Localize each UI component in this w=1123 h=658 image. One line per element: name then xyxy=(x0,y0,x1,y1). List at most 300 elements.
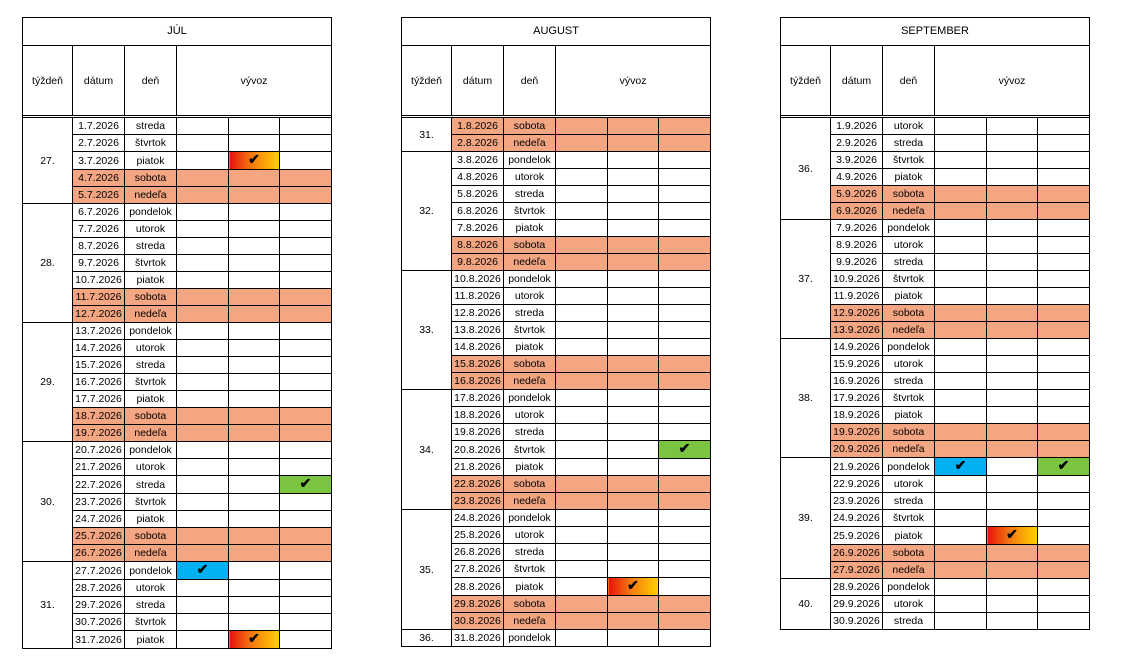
removal-cell-2 xyxy=(608,305,659,322)
removal-cell-2 xyxy=(987,562,1038,579)
removal-cell-3 xyxy=(280,391,332,408)
day-cell: pondelok xyxy=(125,204,177,221)
day-cell: štvrtok xyxy=(504,561,556,578)
removal-cell-2 xyxy=(229,476,280,494)
day-cell: pondelok xyxy=(504,152,556,169)
removal-cell-1 xyxy=(177,442,229,459)
removal-cell-2 xyxy=(229,272,280,289)
week-number: 36. xyxy=(402,630,452,647)
removal-cell-3 xyxy=(659,305,711,322)
day-cell: sobota xyxy=(125,528,177,545)
removal-cell-1 xyxy=(556,510,608,527)
day-cell: utorok xyxy=(504,527,556,544)
day-cell: sobota xyxy=(504,476,556,493)
day-cell: nedeľa xyxy=(883,441,935,458)
removal-cell-1 xyxy=(177,528,229,545)
removal-cell-2 xyxy=(608,390,659,407)
removal-cell-2 xyxy=(608,476,659,493)
removal-cell-1 xyxy=(935,407,987,424)
removal-cell-1 xyxy=(177,221,229,238)
removal-cell-2 xyxy=(987,203,1038,220)
day-cell: sobota xyxy=(125,408,177,425)
removal-cell-1 xyxy=(556,476,608,493)
day-cell: nedeľa xyxy=(504,613,556,630)
date-cell: 29.8.2026 xyxy=(452,596,504,613)
removal-cell-3 xyxy=(1038,493,1090,510)
day-cell: sobota xyxy=(883,545,935,562)
day-cell: piatok xyxy=(125,511,177,528)
removal-cell-2 xyxy=(229,562,280,580)
day-cell: pondelok xyxy=(504,630,556,647)
removal-cell-1 xyxy=(177,170,229,187)
day-cell: utorok xyxy=(883,118,935,135)
date-cell: 29.9.2026 xyxy=(831,596,883,613)
day-cell: sobota xyxy=(504,237,556,254)
removal-cell-1 xyxy=(177,340,229,357)
removal-cell-3 xyxy=(280,597,332,614)
day-cell: utorok xyxy=(504,407,556,424)
day-cell: streda xyxy=(883,613,935,630)
date-cell: 7.9.2026 xyxy=(831,220,883,237)
date-cell: 4.7.2026 xyxy=(73,170,125,187)
removal-cell-1 xyxy=(556,152,608,169)
removal-cell-2 xyxy=(229,631,280,649)
day-cell: streda xyxy=(883,373,935,390)
removal-cell-3 xyxy=(659,476,711,493)
removal-cell-2 xyxy=(608,407,659,424)
date-cell: 9.7.2026 xyxy=(73,255,125,272)
date-cell: 28.7.2026 xyxy=(73,580,125,597)
removal-cell-2 xyxy=(987,510,1038,527)
date-cell: 8.9.2026 xyxy=(831,237,883,254)
day-cell: piatok xyxy=(504,578,556,596)
removal-cell-1 xyxy=(556,493,608,510)
table-row xyxy=(402,630,711,647)
day-cell: streda xyxy=(125,357,177,374)
removal-cell-1 xyxy=(556,544,608,561)
removal-cell-3 xyxy=(280,306,332,323)
day-cell: utorok xyxy=(125,580,177,597)
removal-cell-1 xyxy=(556,390,608,407)
removal-cell-3 xyxy=(1038,118,1090,135)
removal-cell-1 xyxy=(177,597,229,614)
day-cell: piatok xyxy=(125,631,177,649)
checkmark-icon: ✔ xyxy=(196,561,209,577)
removal-cell-3 xyxy=(659,254,711,271)
table-row xyxy=(23,323,332,340)
removal-cell-1 xyxy=(177,187,229,204)
removal-cell-2 xyxy=(608,561,659,578)
day-cell: piatok xyxy=(883,169,935,186)
removal-cell-3 xyxy=(1038,373,1090,390)
day-cell: piatok xyxy=(125,152,177,170)
removal-cell-3 xyxy=(1038,613,1090,630)
removal-cell-3 xyxy=(280,562,332,580)
checkmark-icon: ✔ xyxy=(627,577,639,593)
removal-cell-2 xyxy=(608,237,659,254)
date-cell: 27.9.2026 xyxy=(831,562,883,579)
removal-cell-2 xyxy=(229,459,280,476)
day-cell: štvrtok xyxy=(125,494,177,511)
date-cell: 24.9.2026 xyxy=(831,510,883,527)
removal-cell-1 xyxy=(556,237,608,254)
date-cell: 18.9.2026 xyxy=(831,407,883,424)
day-header: deň xyxy=(883,46,935,116)
removal-cell-2 xyxy=(987,493,1038,510)
removal-header: vývoz xyxy=(556,46,711,116)
removal-cell-2 xyxy=(229,170,280,187)
removal-header: vývoz xyxy=(935,46,1090,116)
date-cell: 21.7.2026 xyxy=(73,459,125,476)
removal-cell-3 xyxy=(280,425,332,442)
date-cell: 5.8.2026 xyxy=(452,186,504,203)
removal-cell-2 xyxy=(229,597,280,614)
removal-cell-2 xyxy=(229,204,280,221)
removal-cell-3 xyxy=(659,493,711,510)
week-header: týždeň xyxy=(23,46,73,116)
removal-cell-2 xyxy=(229,255,280,272)
day-cell: štvrtok xyxy=(504,203,556,220)
date-cell: 3.7.2026 xyxy=(73,152,125,170)
removal-cell-3 xyxy=(1038,441,1090,458)
removal-cell-3 xyxy=(280,187,332,204)
week-number: 31. xyxy=(23,562,73,649)
removal-cell-2 xyxy=(608,152,659,169)
removal-cell-2 xyxy=(608,322,659,339)
removal-cell-1 xyxy=(177,135,229,152)
removal-cell-1 xyxy=(935,288,987,305)
removal-cell-3 xyxy=(1038,407,1090,424)
day-cell: utorok xyxy=(883,596,935,613)
day-cell: nedeľa xyxy=(883,203,935,220)
week-number: 35. xyxy=(402,510,452,630)
removal-cell-3 xyxy=(280,238,332,255)
removal-cell-3 xyxy=(1038,476,1090,493)
removal-cell-1 xyxy=(935,373,987,390)
removal-cell-2 xyxy=(987,596,1038,613)
date-cell: 26.8.2026 xyxy=(452,544,504,561)
removal-cell-2 xyxy=(229,323,280,340)
removal-cell-1 xyxy=(556,527,608,544)
removal-cell-1 xyxy=(177,374,229,391)
date-cell: 15.7.2026 xyxy=(73,357,125,374)
day-cell: pondelok xyxy=(125,323,177,340)
checkmark-icon: ✔ xyxy=(299,475,312,491)
removal-cell-3 xyxy=(1038,152,1090,169)
removal-cell-2 xyxy=(987,305,1038,322)
removal-cell-1 xyxy=(556,288,608,305)
removal-cell-1 xyxy=(556,169,608,186)
date-cell: 16.9.2026 xyxy=(831,373,883,390)
removal-cell-1 xyxy=(556,339,608,356)
removal-cell-3 xyxy=(659,356,711,373)
removal-cell-1 xyxy=(556,373,608,390)
removal-cell-1 xyxy=(935,613,987,630)
removal-cell-2 xyxy=(229,442,280,459)
table-row xyxy=(23,562,332,580)
date-cell: 27.7.2026 xyxy=(73,562,125,580)
removal-cell-1 xyxy=(556,356,608,373)
checkmark-icon: ✔ xyxy=(1057,457,1070,473)
date-cell: 23.8.2026 xyxy=(452,493,504,510)
day-cell: pondelok xyxy=(883,220,935,237)
removal-cell-3 xyxy=(280,204,332,221)
day-cell: nedeľa xyxy=(504,493,556,510)
week-header: týždeň xyxy=(402,46,452,116)
removal-cell-3 xyxy=(280,374,332,391)
day-cell: streda xyxy=(504,186,556,203)
checkmark-icon: ✔ xyxy=(248,630,260,646)
removal-cell-1 xyxy=(556,322,608,339)
day-cell: pondelok xyxy=(125,442,177,459)
removal-cell-3 xyxy=(1038,424,1090,441)
day-header: deň xyxy=(125,46,177,116)
removal-cell-1 xyxy=(177,204,229,221)
removal-cell-3 xyxy=(280,152,332,170)
removal-cell-1 xyxy=(177,289,229,306)
removal-cell-1 xyxy=(935,476,987,493)
removal-cell-2 xyxy=(229,511,280,528)
removal-cell-3 xyxy=(659,459,711,476)
date-cell: 24.7.2026 xyxy=(73,511,125,528)
date-cell: 4.9.2026 xyxy=(831,169,883,186)
removal-cell-1 xyxy=(177,118,229,135)
day-cell: štvrtok xyxy=(125,374,177,391)
removal-cell-3 xyxy=(659,288,711,305)
removal-cell-1 xyxy=(556,135,608,152)
removal-header: vývoz xyxy=(177,46,332,116)
date-cell: 31.8.2026 xyxy=(452,630,504,647)
removal-cell-2 xyxy=(987,169,1038,186)
removal-cell-1 xyxy=(935,424,987,441)
removal-cell-2 xyxy=(987,254,1038,271)
date-header: dátum xyxy=(831,46,883,116)
removal-cell-2 xyxy=(987,339,1038,356)
removal-cell-2 xyxy=(987,322,1038,339)
day-cell: nedeľa xyxy=(504,135,556,152)
removal-cell-3 xyxy=(659,322,711,339)
week-header: týždeň xyxy=(781,46,831,116)
removal-cell-3 xyxy=(1038,527,1090,545)
date-cell: 14.9.2026 xyxy=(831,339,883,356)
removal-cell-2 xyxy=(229,187,280,204)
day-cell: piatok xyxy=(883,288,935,305)
day-cell: nedeľa xyxy=(883,322,935,339)
removal-cell-1 xyxy=(177,152,229,170)
day-cell: streda xyxy=(883,254,935,271)
removal-cell-1 xyxy=(556,407,608,424)
removal-cell-1 xyxy=(935,527,987,545)
date-cell: 22.9.2026 xyxy=(831,476,883,493)
removal-cell-2 xyxy=(987,186,1038,203)
week-number: 27. xyxy=(23,118,73,204)
removal-cell-3 xyxy=(659,561,711,578)
removal-cell-1 xyxy=(935,118,987,135)
removal-cell-1 xyxy=(556,424,608,441)
date-cell: 11.8.2026 xyxy=(452,288,504,305)
removal-cell-2 xyxy=(987,288,1038,305)
removal-cell-3 xyxy=(1038,203,1090,220)
day-cell: štvrtok xyxy=(504,322,556,339)
removal-cell-3 xyxy=(280,580,332,597)
removal-cell-3 xyxy=(1038,339,1090,356)
removal-cell-1 xyxy=(177,494,229,511)
table-row xyxy=(781,339,1090,356)
removal-cell-3 xyxy=(659,596,711,613)
date-cell: 20.9.2026 xyxy=(831,441,883,458)
removal-cell-2 xyxy=(608,527,659,544)
removal-cell-2 xyxy=(608,118,659,135)
removal-cell-2 xyxy=(987,152,1038,169)
date-cell: 1.8.2026 xyxy=(452,118,504,135)
date-cell: 1.7.2026 xyxy=(73,118,125,135)
removal-cell-1 xyxy=(556,305,608,322)
removal-cell-1 xyxy=(935,186,987,203)
removal-cell-2 xyxy=(608,135,659,152)
removal-cell-2 xyxy=(987,356,1038,373)
removal-cell-3 xyxy=(1038,545,1090,562)
day-cell: utorok xyxy=(125,340,177,357)
table-row xyxy=(23,118,332,135)
removal-cell-1 xyxy=(935,237,987,254)
date-cell: 2.7.2026 xyxy=(73,135,125,152)
date-cell: 13.9.2026 xyxy=(831,322,883,339)
week-number: 30. xyxy=(23,442,73,562)
removal-cell-3 xyxy=(659,271,711,288)
removal-cell-3 xyxy=(659,578,711,596)
date-cell: 10.7.2026 xyxy=(73,272,125,289)
removal-cell-3 xyxy=(659,237,711,254)
removal-cell-2 xyxy=(229,152,280,170)
removal-cell-3 xyxy=(1038,458,1090,476)
removal-cell-1 xyxy=(935,305,987,322)
day-cell: utorok xyxy=(883,356,935,373)
date-cell: 25.7.2026 xyxy=(73,528,125,545)
removal-cell-2 xyxy=(608,220,659,237)
date-cell: 8.7.2026 xyxy=(73,238,125,255)
date-cell: 1.9.2026 xyxy=(831,118,883,135)
removal-cell-1 xyxy=(177,323,229,340)
removal-cell-3 xyxy=(1038,169,1090,186)
removal-cell-3 xyxy=(659,186,711,203)
day-cell: nedeľa xyxy=(125,425,177,442)
removal-cell-3 xyxy=(280,118,332,135)
removal-cell-1 xyxy=(935,271,987,288)
removal-cell-2 xyxy=(987,373,1038,390)
removal-cell-2 xyxy=(229,580,280,597)
table-row xyxy=(781,458,1090,476)
date-cell: 31.7.2026 xyxy=(73,631,125,649)
removal-cell-2 xyxy=(987,271,1038,288)
date-cell: 15.9.2026 xyxy=(831,356,883,373)
removal-cell-3 xyxy=(659,135,711,152)
date-cell: 23.9.2026 xyxy=(831,493,883,510)
day-cell: piatok xyxy=(504,459,556,476)
day-cell: streda xyxy=(883,135,935,152)
removal-cell-3 xyxy=(280,340,332,357)
removal-cell-1 xyxy=(935,596,987,613)
removal-cell-3 xyxy=(280,408,332,425)
removal-cell-2 xyxy=(229,614,280,631)
date-cell: 29.7.2026 xyxy=(73,597,125,614)
removal-cell-1 xyxy=(177,511,229,528)
removal-cell-2 xyxy=(608,459,659,476)
removal-cell-3 xyxy=(659,169,711,186)
removal-cell-1 xyxy=(177,476,229,494)
table-row xyxy=(781,579,1090,596)
day-cell: štvrtok xyxy=(883,271,935,288)
removal-cell-2 xyxy=(229,118,280,135)
removal-cell-2 xyxy=(987,407,1038,424)
removal-cell-2 xyxy=(608,544,659,561)
date-cell: 13.7.2026 xyxy=(73,323,125,340)
date-cell: 30.7.2026 xyxy=(73,614,125,631)
day-cell: utorok xyxy=(504,169,556,186)
removal-cell-3 xyxy=(280,614,332,631)
date-cell: 19.9.2026 xyxy=(831,424,883,441)
removal-cell-2 xyxy=(608,169,659,186)
removal-cell-2 xyxy=(229,494,280,511)
removal-cell-3 xyxy=(280,528,332,545)
date-cell: 17.8.2026 xyxy=(452,390,504,407)
day-cell: nedeľa xyxy=(504,373,556,390)
removal-cell-2 xyxy=(608,186,659,203)
removal-cell-3 xyxy=(659,510,711,527)
week-number: 34. xyxy=(402,390,452,510)
removal-cell-1 xyxy=(177,580,229,597)
removal-cell-3 xyxy=(1038,356,1090,373)
day-cell: piatok xyxy=(125,272,177,289)
removal-cell-3 xyxy=(659,118,711,135)
removal-cell-3 xyxy=(659,424,711,441)
date-header: dátum xyxy=(452,46,504,116)
day-cell: štvrtok xyxy=(125,135,177,152)
removal-cell-2 xyxy=(229,425,280,442)
removal-cell-1 xyxy=(556,271,608,288)
date-cell: 28.8.2026 xyxy=(452,578,504,596)
day-cell: sobota xyxy=(883,186,935,203)
date-cell: 15.8.2026 xyxy=(452,356,504,373)
week-number: 31. xyxy=(402,118,452,152)
removal-cell-2 xyxy=(608,510,659,527)
removal-cell-1 xyxy=(935,356,987,373)
day-cell: piatok xyxy=(125,391,177,408)
removal-cell-1 xyxy=(177,562,229,580)
removal-cell-1 xyxy=(556,459,608,476)
removal-cell-1 xyxy=(556,630,608,647)
removal-cell-2 xyxy=(987,220,1038,237)
removal-cell-1 xyxy=(935,322,987,339)
date-cell: 7.8.2026 xyxy=(452,220,504,237)
day-cell: streda xyxy=(125,476,177,494)
removal-cell-1 xyxy=(935,169,987,186)
removal-cell-2 xyxy=(229,374,280,391)
removal-cell-3 xyxy=(280,357,332,374)
removal-cell-2 xyxy=(229,135,280,152)
date-cell: 2.9.2026 xyxy=(831,135,883,152)
checkmark-icon: ✔ xyxy=(678,440,691,456)
removal-cell-1 xyxy=(177,614,229,631)
removal-cell-2 xyxy=(229,357,280,374)
removal-cell-2 xyxy=(987,237,1038,254)
removal-cell-1 xyxy=(177,425,229,442)
week-number: 29. xyxy=(23,323,73,442)
removal-cell-2 xyxy=(987,424,1038,441)
removal-cell-1 xyxy=(935,152,987,169)
removal-cell-3 xyxy=(1038,271,1090,288)
removal-cell-1 xyxy=(177,391,229,408)
date-cell: 9.9.2026 xyxy=(831,254,883,271)
